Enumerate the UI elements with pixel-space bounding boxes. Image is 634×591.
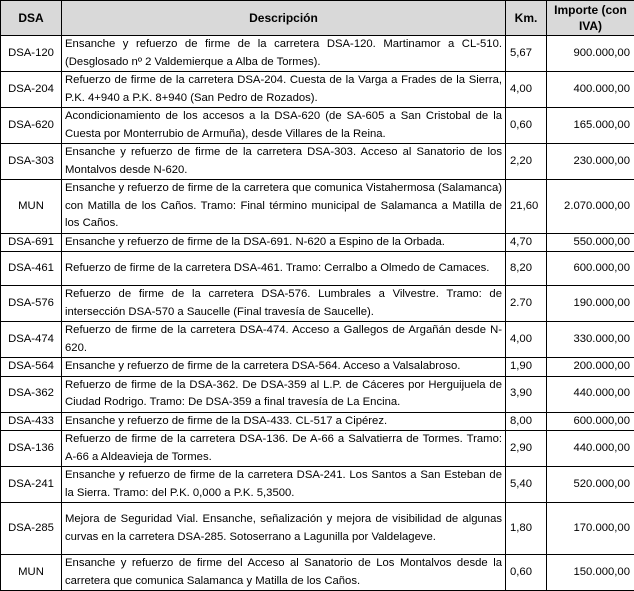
cell-dsa: DSA-461 <box>1 252 62 286</box>
cell-km: 4,00 <box>506 72 547 108</box>
cell-dsa: DSA-241 <box>1 467 62 503</box>
table-row <box>1 72 634 108</box>
table-row <box>1 233 634 252</box>
cell-km: 5,67 <box>506 36 547 72</box>
cell-descripcion: Refuerzo de firme de la carretera DSA-474. Acceso a Gallegos de Argañán desde N-620. <box>62 322 506 358</box>
header-km: Km. <box>506 1 547 36</box>
table-row <box>1 555 634 591</box>
cell-importe: 400.000,00 <box>547 72 634 108</box>
cell-descripcion: Ensanche y refuerzo de firme del Acceso al Sanatorio de Los Montalvos desde la carretera que comunica Salamanca y Matilla de los Caños. <box>62 555 506 591</box>
cell-importe: 900.000,00 <box>547 36 634 72</box>
cell-km: 0,60 <box>506 555 547 591</box>
cell-km: 4,70 <box>506 233 547 252</box>
table-row <box>1 322 634 358</box>
cell-importe: 170.000,00 <box>547 503 634 555</box>
table-row <box>1 36 634 72</box>
table-row <box>1 180 634 234</box>
cell-dsa: DSA-362 <box>1 376 62 412</box>
table-header-row <box>1 1 634 36</box>
table-row <box>1 376 634 412</box>
cell-importe: 600.000,00 <box>547 412 634 431</box>
cell-km: 4,00 <box>506 322 547 358</box>
cell-km: 1,80 <box>506 503 547 555</box>
cell-dsa: MUN <box>1 180 62 234</box>
cell-descripcion: Refuerzo de firme de la carretera DSA-576. Lumbrales a Vilvestre. Tramo: de intersección DSA-570 a Saucelle (Final travesía de Saucelle). <box>62 286 506 322</box>
cell-descripcion: Refuerzo de firme de la carretera DSA-461. Tramo: Cerralbo a Olmedo de Camaces. <box>62 252 506 286</box>
cell-dsa: DSA-285 <box>1 503 62 555</box>
cell-descripcion: Acondicionamiento de los accesos a la DSA-620 (de SA-605 a San Cristobal de la Cuesta por Monterrubio de Armuña), desde Villares de la Reina. <box>62 108 506 144</box>
cell-importe: 520.000,00 <box>547 467 634 503</box>
cell-importe: 190.000,00 <box>547 286 634 322</box>
cell-km: 5,40 <box>506 467 547 503</box>
table-row <box>1 358 634 377</box>
cell-importe: 2.070.000,00 <box>547 180 634 234</box>
cell-dsa: DSA-620 <box>1 108 62 144</box>
cell-descripcion: Ensanche y refuerzo de firme de la carretera DSA-564. Acceso a Valsalabroso. <box>62 358 506 377</box>
header-descripcion: Descripción <box>62 1 506 36</box>
cell-km: 1,90 <box>506 358 547 377</box>
cell-km: 8,00 <box>506 412 547 431</box>
cell-descripcion: Refuerzo de firme de la carretera DSA-136. De A-66 a Salvatierra de Tormes. Tramo: A-66 a Aldeavieja de Tormes. <box>62 431 506 467</box>
cell-descripcion: Ensanche y refuerzo de firme de la carretera que comunica Vistahermosa (Salamanca) con Matilla de los Caños. Tramo: Final término municipal de Salamanca a Matilla de los Caños. <box>62 180 506 234</box>
table-row <box>1 503 634 555</box>
cell-dsa: DSA-576 <box>1 286 62 322</box>
cell-importe: 230.000,00 <box>547 144 634 180</box>
cell-descripcion: Mejora de Seguridad Vial. Ensanche, señalización y mejora de visibilidad de algunas curvas en la carretera DSA-285. Sotoserrano a Lagunilla por Valdelageve. <box>62 503 506 555</box>
cell-importe: 330.000,00 <box>547 322 634 358</box>
cell-dsa: DSA-474 <box>1 322 62 358</box>
cell-importe: 440.000,00 <box>547 376 634 412</box>
cell-dsa: DSA-564 <box>1 358 62 377</box>
cell-descripcion: Ensanche y refuerzo de firme de la carretera DSA-120. Martinamor a CL-510. (Desglosado nº 2 Valdemierque a Alba de Tormes). <box>62 36 506 72</box>
cell-descripcion: Ensanche y refuerzo de firme de la DSA-691. N-620 a Espino de la Orbada. <box>62 233 506 252</box>
cell-km: 21,60 <box>506 180 547 234</box>
table-row <box>1 286 634 322</box>
cell-dsa: DSA-204 <box>1 72 62 108</box>
table-row <box>1 252 634 286</box>
table-row <box>1 108 634 144</box>
header-importe: Importe (con IVA) <box>547 1 634 36</box>
cell-importe: 550.000,00 <box>547 233 634 252</box>
table-body <box>1 36 634 591</box>
cell-descripcion: Refuerzo de firme de la carretera DSA-204. Cuesta de la Varga a Frades de la Sierra, P.K. 4+940 a P.K. 8+940 (San Pedro de Rozados). <box>62 72 506 108</box>
cell-descripcion: Refuerzo de firme de la DSA-362. De DSA-359 al L.P. de Cáceres por Herguijuela de Ciudad Rodrigo. Tramo: De DSA-359 a final travesía de La Encina. <box>62 376 506 412</box>
cell-importe: 165.000,00 <box>547 108 634 144</box>
cell-km: 2,20 <box>506 144 547 180</box>
table-row <box>1 431 634 467</box>
cell-descripcion: Ensanche y refuerzo de firme de la DSA-433. CL-517 a Cipérez. <box>62 412 506 431</box>
cell-importe: 600.000,00 <box>547 252 634 286</box>
cell-dsa: DSA-691 <box>1 233 62 252</box>
table-row <box>1 144 634 180</box>
cell-km: 3,90 <box>506 376 547 412</box>
table-row <box>1 412 634 431</box>
cell-km: 8,20 <box>506 252 547 286</box>
header-dsa: DSA <box>1 1 62 36</box>
cell-km: 0,60 <box>506 108 547 144</box>
cell-km: 2.70 <box>506 286 547 322</box>
cell-km: 2,90 <box>506 431 547 467</box>
cell-descripcion: Ensanche y refuerzo de firme de la carretera DSA-241. Los Santos a San Esteban de la Sierra. Tramo: del P.K. 0,000 a P.K. 5,3500. <box>62 467 506 503</box>
cell-dsa: DSA-120 <box>1 36 62 72</box>
table-row <box>1 467 634 503</box>
cell-dsa: MUN <box>1 555 62 591</box>
cell-importe: 200.000,00 <box>547 358 634 377</box>
cell-importe: 440.000,00 <box>547 431 634 467</box>
cell-dsa: DSA-136 <box>1 431 62 467</box>
cell-dsa: DSA-433 <box>1 412 62 431</box>
cell-importe: 150.000,00 <box>547 555 634 591</box>
cell-dsa: DSA-303 <box>1 144 62 180</box>
cell-descripcion: Ensanche y refuerzo de firme de la carretera DSA-303. Acceso al Sanatorio de los Montalvos desde N-620. <box>62 144 506 180</box>
